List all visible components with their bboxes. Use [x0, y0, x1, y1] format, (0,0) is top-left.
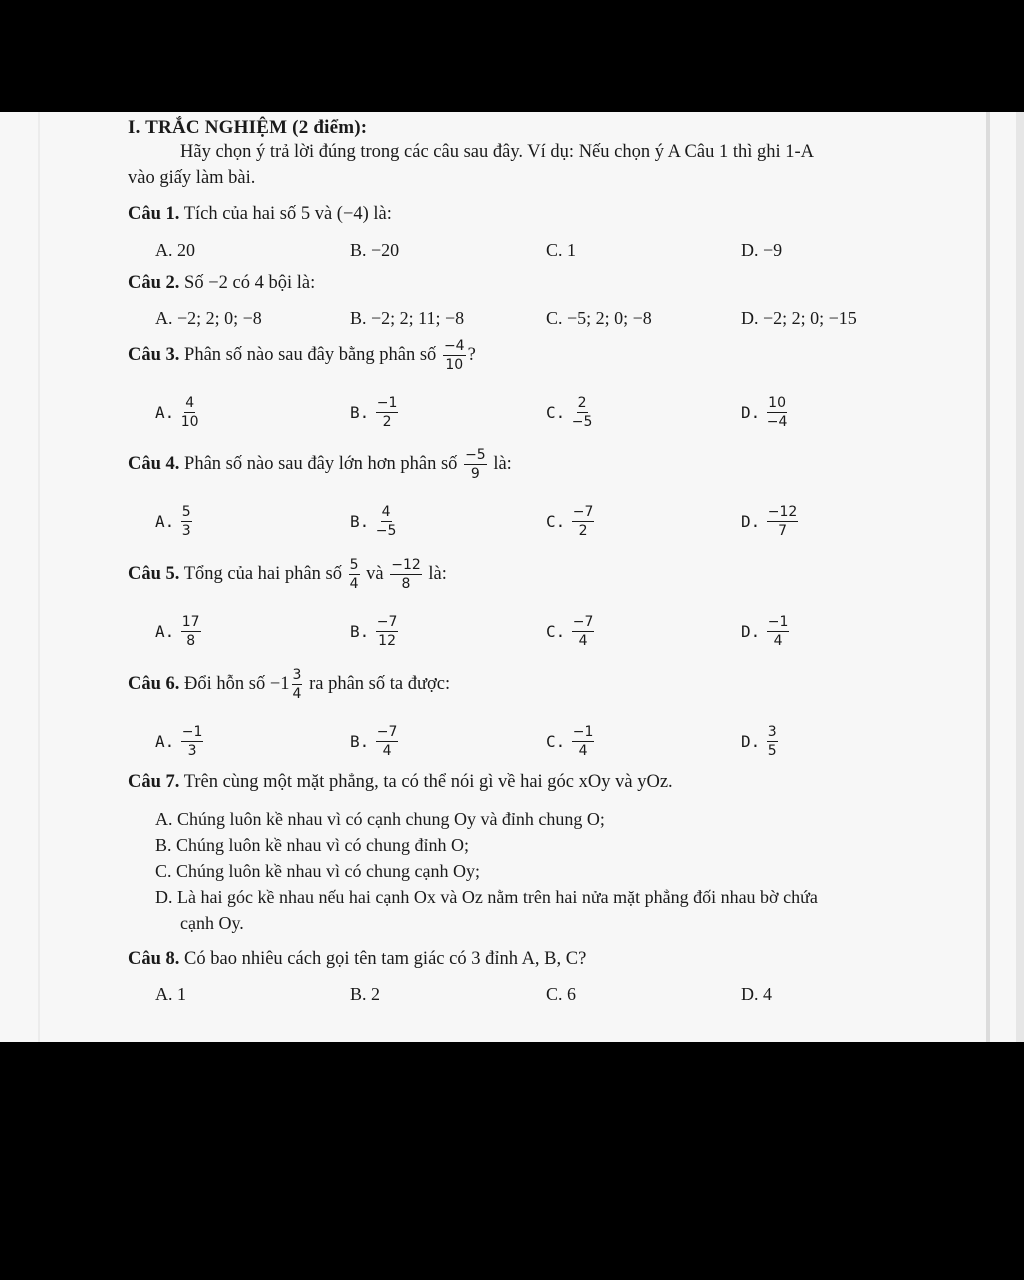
q8-option-c: C. 6	[546, 984, 577, 1004]
fraction: $\frac{-12}{8}$	[391, 557, 421, 592]
q3-option-a: A. $\frac{4}{10}$	[155, 395, 199, 430]
q8-option-b: B. 2	[350, 984, 381, 1004]
q3-option-d: D. $\frac{10}{-4}$	[741, 395, 788, 430]
q5-option-b: B. $\frac{-7}{12}$	[350, 614, 398, 649]
fraction: $\frac{-5}{9}$	[465, 447, 486, 482]
question-2	[128, 273, 315, 294]
question-text: Tổng của hai phân số	[183, 563, 342, 584]
mixed-number: −1 $\frac{3}{4}$	[269, 667, 302, 702]
question-7	[128, 772, 673, 793]
q7-option-a: A. Chúng luôn kề nhau vì có cạnh chung Oy và đỉnh chung O;	[155, 809, 605, 829]
q1-option-d: D. −9	[741, 240, 783, 260]
fraction: $\frac{5}{4}$	[349, 557, 359, 592]
instructions-line-1: Hãy chọn ý trả lời đúng trong các câu sau đây. Ví dụ: Nếu chọn ý A Câu 1 thì ghi 1-A	[180, 142, 815, 162]
q1-option-a: A. 20	[155, 240, 195, 260]
question-6: Câu 6. Đổi hỗn số −1 $\frac{3}{4}$ ra phân số ta được:	[128, 667, 451, 702]
question-4: Câu 4. Phân số nào sau đây lớn hơn phân số $\frac{-5}{9}$ là:	[128, 447, 512, 482]
q3-option-b: B. $\frac{-1}{2}$	[350, 395, 398, 430]
q5-option-a: A. $\frac{17}{8}$	[155, 614, 200, 649]
question-text: Có bao nhiêu cách gọi tên tam giác có 3 đỉnh A, B, C?	[184, 949, 587, 969]
question-number: Câu 8.	[128, 949, 180, 969]
q5-option-d: D. $\frac{-1}{4}$	[741, 614, 789, 649]
q4-option-b: B. $\frac{4}{-5}$	[350, 504, 397, 539]
question-3: Câu 3. Phân số nào sau đây bằng phân số $\frac{-4}{10}$ ?	[128, 338, 476, 373]
q6-option-c: C. $\frac{-1}{4}$	[546, 724, 594, 759]
q4-option-a: A. $\frac{5}{3}$	[155, 504, 191, 539]
q1-option-c: C. 1	[546, 240, 577, 260]
q4-option-d: D. $\frac{-12}{7}$	[741, 504, 798, 539]
q5-option-c: C. $\frac{-7}{4}$	[546, 614, 594, 649]
question-5: Câu 5. Tổng của hai phân số $\frac{5}{4}$ và $\frac{-12}{8}$ là:	[128, 557, 447, 592]
q6-option-d: D. $\frac{3}{5}$	[741, 724, 777, 759]
q7-option-d: D. Là hai góc kề nhau nếu hai cạnh Ox và Oz nằm trên hai nửa mặt phẳng đối nhau bờ chứa	[155, 887, 818, 907]
question-text: Phân số nào sau đây bằng phân số	[184, 344, 437, 365]
q2-option-d: D. −2; 2; 0; −15	[741, 308, 857, 328]
question-number: Câu 2.	[128, 273, 180, 293]
question-number: Câu 7.	[128, 772, 180, 792]
q1-option-b: B. −20	[350, 240, 400, 260]
q6-option-a: A. $\frac{-1}{3}$	[155, 724, 203, 759]
q6-option-b: B. $\frac{-7}{4}$	[350, 724, 398, 759]
question-number: Câu 6.	[128, 673, 180, 694]
q8-option-a: A. 1	[155, 984, 186, 1004]
question-text: Phân số nào sau đây lớn hơn phân số	[184, 453, 458, 474]
q3-option-c: C. $\frac{2}{-5}$	[546, 395, 593, 430]
question-8	[128, 949, 586, 970]
question-number: Câu 5.	[128, 563, 180, 584]
question-number: Câu 4.	[128, 453, 180, 474]
q2-option-a: A. −2; 2; 0; −8	[155, 308, 262, 328]
q8-option-d: D. 4	[741, 984, 772, 1004]
page-edge-left	[38, 112, 40, 1042]
q7-option-b: B. Chúng luôn kề nhau vì có chung đỉnh O;	[155, 835, 469, 855]
section-heading: I. TRẮC NGHIỆM (2 điểm):	[128, 117, 368, 138]
q7-option-c: C. Chúng luôn kề nhau vì có chung cạnh Oy;	[155, 861, 480, 881]
question-number: Câu 1.	[128, 204, 180, 224]
exam-page	[0, 112, 1024, 1042]
question-1	[128, 204, 392, 225]
q7-option-d-continued: cạnh Oy.	[180, 913, 244, 933]
q4-option-c: C. $\frac{-7}{2}$	[546, 504, 594, 539]
question-number: Câu 3.	[128, 344, 180, 365]
instructions-line-2: vào giấy làm bài.	[128, 168, 256, 188]
fraction: $\frac{-4}{10}$	[443, 338, 465, 373]
question-text: Số −2 có 4 bội là:	[184, 273, 316, 293]
question-text: Trên cùng một mặt phẳng, ta có thể nói gì về hai góc xOy và yOz.	[183, 772, 673, 792]
q2-option-b: B. −2; 2; 11; −8	[350, 308, 465, 328]
question-text: Đổi hỗn số	[184, 673, 266, 694]
page-edge-right	[986, 112, 990, 1042]
question-text: Tích của hai số 5 và (−4) là:	[183, 204, 392, 224]
q2-option-c: C. −5; 2; 0; −8	[546, 308, 652, 328]
